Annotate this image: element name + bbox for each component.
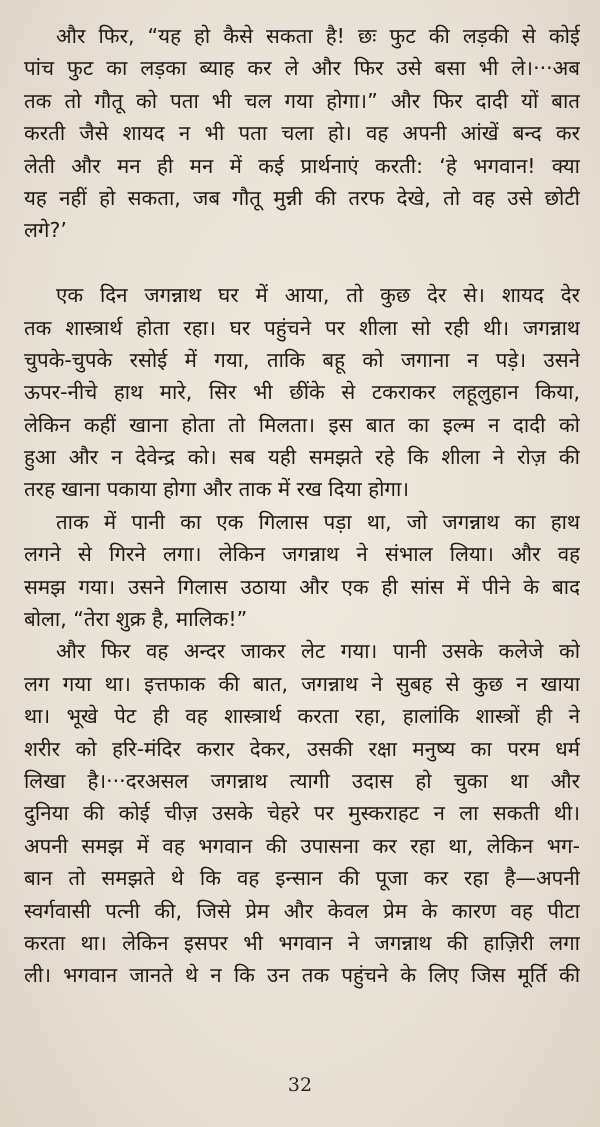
- text-line: और फिर वह अन्दर जाकर लेट गया। पानी उसके कलेजे को: [56, 639, 580, 664]
- text-line: था। भूखे पेट ही वह शास्त्रार्थ करता रहा, हालांकि शास्त्रों ही ने: [24, 704, 580, 729]
- text-line: हुआ और न देवेन्द्र को। सब यही समझते रहे कि शीला ने रोज़ की: [24, 445, 580, 470]
- text-line: चुपके-चुपके रसोई में गया, ताकि बहू को जगाना न पड़े। उसने: [24, 347, 580, 372]
- text-line: लेकिन कहीं खाना होता तो मिलता। इस बात का इल्म न दादी को: [24, 412, 580, 437]
- text-line: और फिर, “यह हो कैसे सकता है! छः फुट की लड़की से कोई: [56, 24, 580, 48]
- text-line: अपनी समझ में वह भगवान की उपासना कर रहा था, लेकिन भग-: [24, 833, 580, 858]
- paragraph-gap: [24, 247, 580, 279]
- text-line: ऊपर-नीचे हाथ मारे, सिर भी छींके से टकराकर लहूलुहान किया,: [24, 380, 580, 405]
- text-line: एक दिन जगन्नाथ घर में आया, तो कुछ देर से। शायद देर: [56, 283, 580, 308]
- paragraph-4: [24, 635, 580, 991]
- text-line: तरह खाना पकाया होगा और ताक में रख दिया होगा।: [24, 477, 410, 502]
- paragraph-1: [24, 20, 580, 247]
- text-line: करता था। लेकिन इसपर भी भगवान ने जगन्नाथ की हाज़िरी लगा: [24, 930, 580, 955]
- text-line: दुनिया की कोई चीज़ उसके चेहरे पर मुस्कराहट न ला सकती थी।: [24, 801, 580, 826]
- text-line: तक तो गौतू को पता भी चल गया होगा।” और फिर दादी यों बात: [24, 88, 580, 113]
- text-line: बोला, “तेरा शुक्र है, मालिक!”: [24, 607, 248, 632]
- page-number: 32: [287, 1074, 313, 1096]
- text-line: समझ गया। उसने गिलास उठाया और एक ही सांस में पीने के बाद: [24, 574, 580, 599]
- text-line: बान तो समझते थे कि वह इन्सान की पूजा कर रहा है—अपनी: [24, 866, 580, 891]
- text-line: यह नहीं हो सकता, जब गौतू मुन्नी की तरफ देखे, तो वह उसे छोटी: [24, 185, 580, 210]
- text-line: शरीर को हरि-मंदिर करार देकर, उसकी रक्षा मनुष्य का परम धर्म: [24, 736, 580, 761]
- text-line: लिखा है।···दरअसल जगन्नाथ त्यागी उदास हो चुका था और: [24, 768, 580, 793]
- text-line: ताक में पानी का एक गिलास पड़ा था, जो जगन्नाथ का हाथ: [56, 509, 580, 534]
- text-line: लगे?’: [24, 218, 67, 243]
- paragraph-3: [24, 506, 580, 636]
- text-line: तक शास्त्रार्थ होता रहा। घर पहुंचने पर शीला सो रही थी। जगन्नाथ: [24, 315, 580, 340]
- text-line: लगने से गिरने लगा। लेकिन जगन्नाथ ने संभाल लिया। और वह: [24, 542, 580, 567]
- text-line: स्वर्गवासी पत्नी की, जिसे प्रेम और केवल प्रेम के कारण वह पीटा: [24, 898, 580, 923]
- text-line: लग गया था। इत्तफाक की बात, जगन्नाथ ने सुबह से कुछ न खाया: [24, 671, 580, 696]
- text-line: लेती और मन ही मन में कई प्रार्थनाएं करती: ‘हे भगवान! क्या: [24, 153, 580, 178]
- paragraph-2: [24, 279, 580, 506]
- body-text: [24, 20, 580, 992]
- text-line: करती जैसे शायद न भी पता चला हो। वह अपनी आंखें बन्द कर: [24, 121, 580, 146]
- text-line: ली। भगवान जानते थे न कि उन तक पहुंचने के लिए जिस मूर्ति की: [24, 963, 580, 988]
- text-line: पांच फुट का लड़का ब्याह कर ले और फिर उसे बसा भी ले।···अब: [24, 56, 580, 81]
